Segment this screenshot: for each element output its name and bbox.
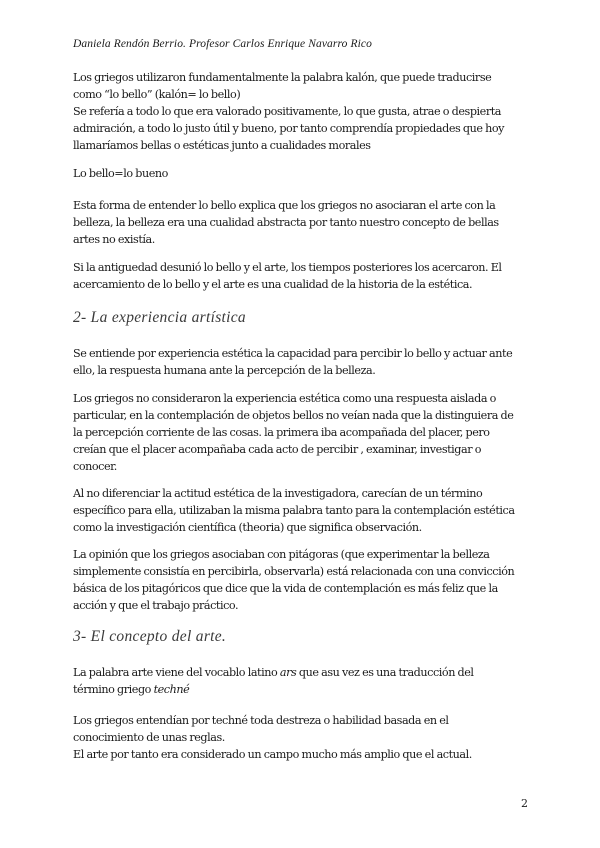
text-line: como la investigación científica (theoria) que significa observación. (73, 521, 422, 534)
italic-term: ars (279, 666, 297, 679)
text-line: ello, la respuesta humana ante la percepción de la belleza. (73, 364, 376, 377)
running-header: Daniela Rendón Berrio. Profesor Carlos Enrique Navarro Rico (73, 38, 372, 50)
text-line: conocer. (73, 460, 117, 473)
text-line: creían que el placer acompañaba cada acto de percibir , examinar, investigar o (73, 443, 482, 456)
text-line: simplemente consistía en percibirla, observarla) está relacionada con una convicción (73, 565, 515, 578)
text-line: Esta forma de entender lo bello explica que los griegos no asociaran el arte con la (73, 199, 496, 212)
paragraph-actitud-estetica (73, 485, 533, 536)
italic-term: techné (153, 683, 190, 696)
text-line: admiración, a todo lo justo útil y bueno, por tanto comprendía propiedades que hoy (73, 122, 505, 135)
text-line: Los griegos no consideraron la experiencia estética como una respuesta aislada o (73, 392, 496, 405)
text-line: específico para ella, utilizaban la misma palabra tanto para la contemplación estética (73, 504, 515, 517)
text-line: Los griegos utilizaron fundamentalmente la palabra kalón, que puede traducirse (73, 71, 492, 84)
text-line: Se entiende por experiencia estética la capacidad para percibir lo bello y actuar ante (73, 347, 513, 360)
paragraph-antiguedad (73, 259, 533, 293)
paragraph-palabra-arte (73, 664, 533, 698)
text-line: Al no diferenciar la actitud estética de la investigadora, carecían de un término (73, 487, 483, 500)
text-line: como “lo bello” (kalón= lo bello) (73, 88, 241, 101)
text-line: belleza, la belleza era una cualidad abstracta por tanto nuestro concepto de bellas (73, 216, 499, 229)
text-line: artes no existía. (73, 233, 155, 246)
text-line: Si la antiguedad desunió lo bello y el arte, los tiempos posteriores los acercaron. El (73, 261, 502, 274)
text-line: básica de los pitagóricos que dice que la vida de contemplación es más feliz que la (73, 582, 498, 595)
paragraph-pitagoras (73, 546, 533, 614)
text-segment: que asu vez es una traducción del (296, 666, 474, 679)
paragraph-forma-entender (73, 197, 533, 248)
text-line: Lo bello=lo bueno (73, 167, 168, 180)
text-line: La opinión que los griegos asociaban con pitágoras (que experimentar la belleza (73, 548, 490, 561)
text-line: Los griegos entendían por techné toda destreza o habilidad basada en el (73, 714, 449, 727)
paragraph-bello-bueno (73, 165, 533, 182)
paragraph-no-consideraron (73, 390, 533, 475)
paragraph-experiencia-estetica (73, 345, 533, 379)
paragraph-kalon (73, 69, 533, 154)
section-heading: 3- El concepto del arte. (73, 628, 227, 645)
text-line: Se refería a todo lo que era valorado positivamente, lo que gusta, atrae o despierta (73, 105, 502, 118)
page-number: 2 (521, 797, 528, 810)
text-line: acercamiento de lo bello y el arte es una cualidad de la historia de la estética. (73, 278, 473, 291)
text-line: conocimiento de unas reglas. (73, 731, 225, 744)
text-line (73, 681, 533, 698)
text-line: llamaríamos bellas o estéticas junto a cualidades morales (73, 139, 371, 152)
text-line: El arte por tanto era considerado un campo mucho más amplio que el actual. (73, 748, 472, 761)
text-line: particular, en la contemplación de objetos bellos no veían nada que la distinguiera de (73, 409, 514, 422)
paragraph-techne (73, 712, 533, 763)
text-segment: La palabra arte viene del vocablo latino (73, 666, 280, 679)
section-heading: 2- La experiencia artística (73, 309, 246, 326)
text-line: acción y que el trabajo práctico. (73, 599, 239, 612)
text-segment: término griego (73, 683, 154, 696)
text-line: la percepción corriente de las cosas. la primera iba acompañada del placer, pero (73, 426, 490, 439)
text-line (73, 664, 533, 681)
